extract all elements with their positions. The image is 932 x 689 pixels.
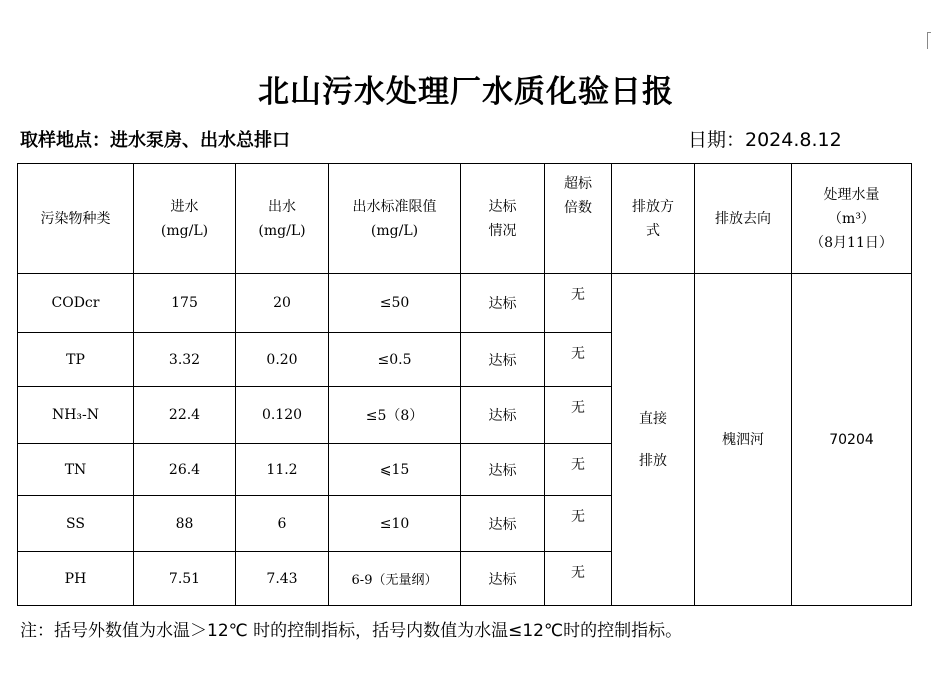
outflow-value: 0.120 xyxy=(236,387,329,444)
header-status: 达标 情况 xyxy=(461,164,545,274)
pollutant-name: TP xyxy=(18,333,134,387)
page-title: 北山污水处理厂水质化验日报 xyxy=(258,74,674,110)
inflow-value: 22.4 xyxy=(134,387,236,444)
table-row xyxy=(18,274,912,333)
exceed-value: 无 xyxy=(545,444,612,496)
exceed-value: 无 xyxy=(545,496,612,552)
volume-value: 70204 xyxy=(792,274,912,606)
limit-value: 6-9（无量纲） xyxy=(329,552,461,606)
header-discharge-dest: 排放去向 xyxy=(695,164,792,274)
status-value: 达标 xyxy=(461,274,545,333)
header-volume: 处理水量 （m³） （8月11日） xyxy=(792,164,912,274)
page-corner-mark xyxy=(927,32,931,49)
limit-value: ≤0.5 xyxy=(329,333,461,387)
header-exceed: 超标 倍数 xyxy=(545,164,612,274)
inflow-value: 88 xyxy=(134,496,236,552)
discharge-dest-value: 槐泗河 xyxy=(695,274,792,606)
water-quality-table xyxy=(17,163,912,606)
exceed-value: 无 xyxy=(545,552,612,606)
status-value: 达标 xyxy=(461,387,545,444)
header-outflow: 出水 (mg/L) xyxy=(236,164,329,274)
limit-value: ≤5（8） xyxy=(329,387,461,444)
report-date: 日期：2024.8.12 xyxy=(688,129,842,151)
limit-value: ≤50 xyxy=(329,274,461,333)
limit-value: ⩽15 xyxy=(329,444,461,496)
header-discharge-method: 排放方 式 xyxy=(612,164,695,274)
outflow-value: 0.20 xyxy=(236,333,329,387)
footnote: 注：括号外数值为水温＞12℃ 时的控制指标，括号内数值为水温≤12℃时的控制指标。 xyxy=(20,621,683,641)
exceed-value: 无 xyxy=(545,387,612,444)
exceed-value: 无 xyxy=(545,274,612,333)
pollutant-name: PH xyxy=(18,552,134,606)
sampling-location: 取样地点：进水泵房、出水总排口 xyxy=(20,130,290,151)
exceed-value: 无 xyxy=(545,333,612,387)
outflow-value: 7.43 xyxy=(236,552,329,606)
outflow-value: 11.2 xyxy=(236,444,329,496)
pollutant-name: SS xyxy=(18,496,134,552)
header-inflow: 进水 (mg/L) xyxy=(134,164,236,274)
inflow-value: 7.51 xyxy=(134,552,236,606)
header-limit: 出水标准限值 (mg/L) xyxy=(329,164,461,274)
status-value: 达标 xyxy=(461,496,545,552)
inflow-value: 175 xyxy=(134,274,236,333)
pollutant-name: TN xyxy=(18,444,134,496)
pollutant-name: CODcr xyxy=(18,274,134,333)
outflow-value: 6 xyxy=(236,496,329,552)
pollutant-name: NH₃-N xyxy=(18,387,134,444)
table-header-row xyxy=(18,164,912,274)
header-pollutant: 污染物种类 xyxy=(18,164,134,274)
limit-value: ≤10 xyxy=(329,496,461,552)
status-value: 达标 xyxy=(461,333,545,387)
status-value: 达标 xyxy=(461,444,545,496)
inflow-value: 26.4 xyxy=(134,444,236,496)
status-value: 达标 xyxy=(461,552,545,606)
inflow-value: 3.32 xyxy=(134,333,236,387)
outflow-value: 20 xyxy=(236,274,329,333)
discharge-method-value: 直接 排放 xyxy=(612,274,695,606)
